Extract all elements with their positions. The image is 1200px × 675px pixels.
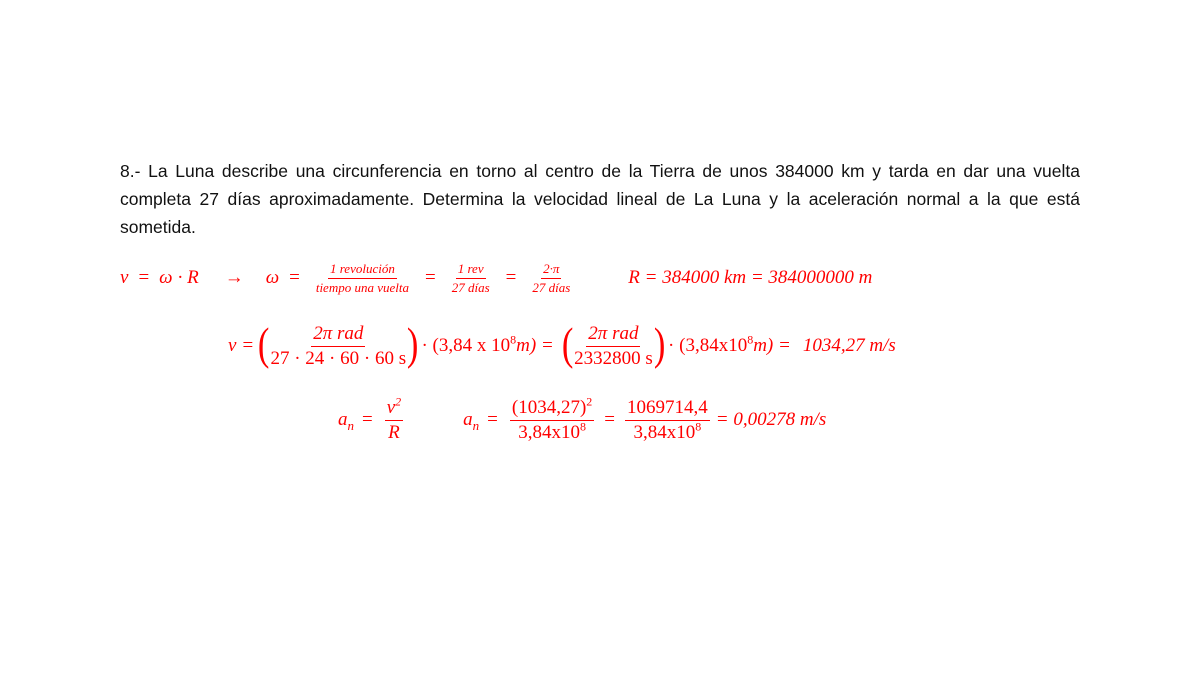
equals: = (289, 267, 300, 288)
equals: = (424, 267, 436, 288)
v-symbol: v (120, 267, 129, 288)
fraction-v2-R (385, 394, 403, 444)
velocity-result: 1034,27 m/s (802, 335, 896, 356)
fraction-numerator: 2π rad (311, 323, 365, 347)
product-term-2: · $(3,84x10^8m)$ = (668, 332, 791, 356)
equation-line-1 (120, 258, 872, 298)
omega-symbol-2: ω (265, 267, 280, 288)
left-paren: ( (561, 318, 574, 369)
fraction-denominator: 27 · 24 · 60 · 60 s (270, 347, 407, 369)
equation-line-2 (228, 318, 896, 374)
equals: = (604, 409, 615, 430)
equation-line-3 (338, 392, 826, 448)
fraction-numerator: $v^2$ (385, 397, 403, 421)
right-paren: ) (407, 318, 419, 369)
fraction-denominator: $3,84x10^8$ (518, 419, 586, 443)
fraction-denominator: 2332800 s (574, 347, 653, 369)
fraction-denominator: $3,84x10^8$ (633, 419, 702, 443)
fraction-denominator: 27 días (532, 279, 571, 295)
equals: = (487, 409, 498, 430)
fraction-squared (510, 394, 594, 444)
fraction-1069714 (625, 397, 710, 444)
left-paren: ( (258, 318, 270, 369)
fraction-rad-seconds (268, 323, 408, 370)
radius-expression: R = 384000 km = 384000000 m (628, 267, 873, 288)
fraction-denominator: R (388, 421, 400, 443)
equals: = (362, 409, 373, 430)
fraction-rev (450, 261, 492, 296)
fraction-numerator: 1 rev (456, 261, 486, 279)
omega-symbol: ω (159, 267, 173, 288)
problem-statement: 8.- La Luna describe una circunferencia en torno al centro de la Tierra de unos 384000 km y tarda en dar una vuelta completa 27 días aproximadamente. Determina la velocidad lineal de La Luna y la aceleración normal a la que está sometida. (120, 161, 1080, 237)
fraction-2pi (530, 261, 572, 296)
fraction-rad-2332800 (572, 323, 655, 370)
arrow-icon: → (224, 267, 244, 288)
fraction-denominator: 27 días (451, 279, 490, 295)
fraction-numerator: 2·π (541, 261, 561, 279)
fraction-numerator: 1069714,4 (625, 397, 710, 421)
fraction-revolution (314, 261, 411, 296)
product-term-1: · (3,84 x $10^8m$) = (421, 332, 554, 356)
acceleration-result: = 0,00278 m/s (715, 409, 827, 430)
fraction-numerator: 2π rad (586, 323, 640, 347)
a-n-symbol-2: $a_n$ (463, 409, 480, 433)
equals: = (138, 267, 150, 288)
right-paren: ) (653, 318, 666, 369)
v-symbol: v (228, 335, 237, 356)
dot-R: · R (177, 267, 199, 288)
fraction-numerator: 1 revolución (328, 261, 397, 279)
fraction-denominator: tiempo una vuelta (315, 279, 409, 295)
a-n-symbol: $a_n$ (338, 409, 354, 433)
equals: = (505, 267, 517, 288)
fraction-numerator: $(1034,27)^2$ (510, 397, 594, 421)
equals: = (242, 335, 254, 356)
